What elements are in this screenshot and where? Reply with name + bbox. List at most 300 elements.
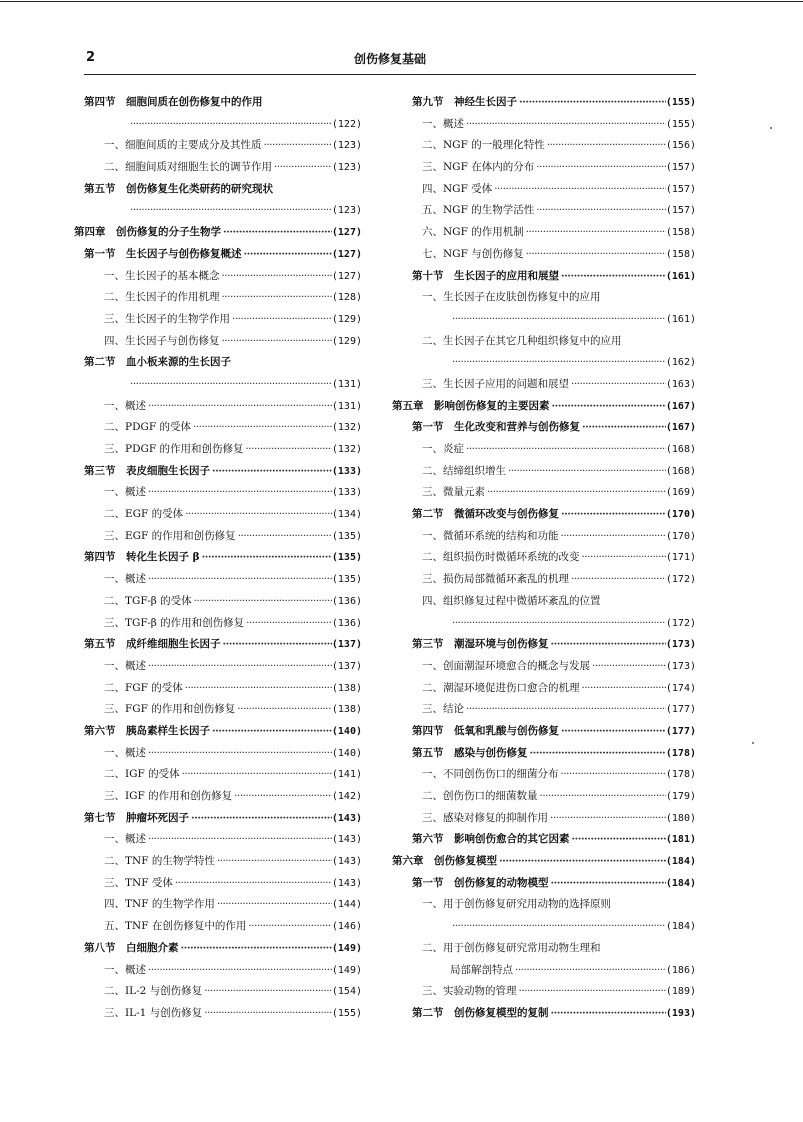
toc-entry-sub — [84, 829, 362, 851]
toc-entry-title: 二、细胞间质对细胞生长的调节作用 — [104, 161, 272, 174]
toc-entry-chapter — [74, 222, 362, 244]
toc-entry-title: 第五章 影响创伤修复的主要因素 — [392, 399, 550, 412]
toc-page-number: (169) — [665, 487, 696, 499]
toc-page-number: (170) — [665, 509, 696, 521]
toc-leader-dots — [559, 266, 666, 288]
toc-leader-dots — [244, 613, 332, 635]
toc-entry-title: 第二节 创伤修复模型的复制 — [412, 1006, 549, 1019]
toc-entry-title: 第二节 血小板来源的生长因子 — [84, 356, 231, 369]
toc-entry-title: 第一节 创伤修复的动物模型 — [412, 876, 549, 889]
toc-leader-dots — [128, 200, 332, 222]
toc-page-number: (181) — [665, 834, 696, 846]
toc-entry-title: 第一节 生化改变和营养与创伤修复 — [412, 421, 580, 434]
toc-leader-dots — [191, 417, 332, 439]
toc-entry-sub — [400, 461, 696, 483]
toc-entry-sub — [84, 916, 362, 938]
toc-leader-dots — [146, 482, 332, 504]
toc-entry-cont — [400, 309, 696, 331]
toc-leader-dots — [517, 981, 666, 1003]
toc-page-number: (136) — [331, 595, 362, 607]
toc-left-column — [74, 92, 362, 1025]
toc-leader-dots — [559, 526, 666, 548]
toc-leader-dots — [549, 1003, 666, 1025]
toc-entry-title: 一、概述 — [104, 963, 146, 976]
toc-entry-sub — [400, 135, 696, 157]
toc-entry-sub — [84, 396, 362, 418]
toc-page-number: (143) — [331, 834, 362, 846]
toc-entry-title: 一、用于创伤修复研究用动物的选择原则 — [422, 898, 611, 911]
toc-entry-sub — [84, 960, 362, 982]
toc-entry-sub — [84, 417, 362, 439]
toc-page-number: (149) — [331, 942, 362, 954]
toc-leader-dots — [189, 808, 332, 830]
toc-leader-dots — [202, 981, 332, 1003]
toc-entry-cont — [400, 352, 696, 374]
toc-entry-sub — [84, 309, 362, 331]
toc-entry-title: 三、IGF 的作用和创伤修复 — [104, 790, 233, 802]
toc-entry-title: 一、概述 — [104, 399, 146, 412]
toc-page-number: (173) — [665, 639, 696, 651]
toc-page-number: (158) — [665, 227, 696, 239]
toc-entry-title: 三、EGF 的作用和创伤修复 — [104, 529, 236, 542]
toc-page-number: (174) — [665, 682, 696, 694]
toc-leader-dots — [534, 200, 666, 222]
toc-entry-title: 三、TGF-β 的作用和创伤修复 — [104, 616, 245, 629]
toc-entry-title: 七、NGF 与创伤修复 — [422, 247, 524, 260]
toc-entry-sub — [400, 331, 696, 353]
toc-entry-sub — [84, 699, 362, 721]
toc-page-number: (133) — [331, 487, 362, 499]
toc-leader-dots — [450, 352, 666, 374]
toc-entry-chapter — [392, 396, 696, 418]
toc-entry-title: 三、感染对修复的抑制作用 — [422, 811, 548, 824]
toc-leader-dots — [580, 547, 666, 569]
page-header — [84, 50, 696, 72]
toc-entry-section — [400, 743, 696, 765]
toc-page-number: (129) — [331, 335, 362, 347]
toc-leader-dots — [569, 374, 666, 396]
toc-page-number: (179) — [665, 791, 696, 802]
toc-entry-title: 四、TNF 的生物学作用 — [104, 898, 215, 911]
toc-leader-dots — [517, 92, 666, 114]
toc-entry-sub — [84, 266, 362, 288]
toc-leader-dots — [236, 526, 332, 548]
toc-entry-sub — [84, 656, 362, 678]
toc-page-number: (143) — [331, 812, 362, 824]
toc-page-number: (137) — [331, 660, 362, 672]
toc-leader-dots — [128, 114, 332, 136]
toc-page-number: (131) — [331, 400, 362, 412]
toc-entry-section — [84, 179, 362, 201]
toc-entry-section — [400, 266, 696, 288]
toc-entry-sub — [400, 591, 696, 613]
toc-entry-title: 二、生长因子的作用机理 — [104, 291, 220, 304]
toc-leader-dots — [524, 244, 666, 266]
toc-entry-section — [400, 1003, 696, 1025]
page-top-border — [0, 1, 803, 2]
toc-entry-cont — [84, 374, 362, 396]
toc-entry-title: 三、NGF 在体内的分布 — [422, 161, 535, 174]
toc-entry-sub — [400, 699, 696, 721]
toc-right-column — [392, 92, 696, 1025]
toc-entry-sub — [400, 200, 696, 222]
toc-leader-dots — [492, 179, 666, 201]
toc-entry-title: 局部解剖特点 — [450, 963, 513, 976]
toc-entry-section — [84, 461, 362, 483]
toc-page-number: (132) — [331, 422, 362, 434]
toc-entry-sub — [400, 981, 696, 1003]
toc-leader-dots — [146, 960, 332, 982]
toc-entry-section — [84, 634, 362, 656]
toc-entry-sub — [84, 981, 362, 1003]
toc-entry-title: 二、PDGF 的受体 — [104, 421, 191, 434]
toc-entry-title: 二、IL-2 与创伤修复 — [104, 985, 203, 998]
toc-entry-title: 第十节 生长因子的应用和展望 — [412, 269, 559, 282]
toc-entry-title: 第四章 创伤修复的分子生物学 — [74, 226, 221, 239]
toc-entry-title: 一、细胞间质的主要成分及其性质 — [104, 139, 262, 152]
toc-page-number: (184) — [665, 921, 696, 933]
toc-leader-dots — [183, 678, 332, 700]
toc-entry-sub — [84, 613, 362, 635]
scan-speck — [770, 127, 772, 129]
toc-entry-sub — [84, 504, 362, 526]
toc-page-number: (133) — [331, 465, 362, 477]
toc-page-number: (140) — [331, 725, 362, 737]
toc-entry-section — [400, 417, 696, 439]
toc-entry-sub — [84, 331, 362, 353]
toc-leader-dots — [548, 808, 666, 830]
toc-entry-sub — [400, 678, 696, 700]
toc-entry-title: 第四节 低氧和乳酸与创伤修复 — [412, 724, 559, 737]
toc-leader-dots — [232, 786, 332, 808]
toc-entry-sub — [84, 678, 362, 700]
toc-leader-dots — [179, 938, 332, 960]
toc-page-number: (141) — [331, 769, 362, 781]
toc-leader-dots — [450, 309, 666, 331]
toc-entry-title: 二、EGF 的受体 — [104, 508, 184, 521]
toc-page-number: (163) — [665, 378, 696, 390]
toc-page-number: (162) — [665, 357, 696, 369]
toc-leader-dots — [192, 591, 332, 613]
toc-entry-sub — [84, 764, 362, 786]
toc-entry-title: 二、NGF 的一般理化特性 — [422, 139, 545, 152]
toc-page-number: (143) — [331, 856, 362, 868]
toc-page-number: (186) — [665, 964, 696, 976]
toc-entry-sub — [400, 786, 696, 808]
toc-leader-dots — [450, 916, 666, 938]
toc-page-number: (128) — [331, 292, 362, 304]
toc-page-number: (156) — [665, 140, 696, 152]
toc-entry-sub — [400, 244, 696, 266]
toc-entry-title: 一、不同创伤伤口的细菌分布 — [422, 768, 559, 781]
page-number: 2 — [86, 50, 96, 65]
toc-entry-sub — [400, 764, 696, 786]
toc-entry-title: 第六节 胰岛素样生长因子 — [84, 724, 210, 737]
toc-entry-cont — [84, 114, 362, 136]
toc-leader-dots — [221, 222, 332, 244]
toc-page-number: (135) — [331, 574, 362, 586]
toc-leader-dots — [464, 114, 666, 136]
toc-leader-dots — [244, 439, 332, 461]
toc-page-number: (177) — [665, 725, 696, 737]
toc-entry-sub — [84, 482, 362, 504]
toc-leader-dots — [210, 461, 332, 483]
toc-leader-dots — [146, 569, 332, 591]
toc-entry-title: 三、生长因子应用的问题和展望 — [422, 377, 569, 390]
toc-entry-section — [84, 721, 362, 743]
toc-page-number: (135) — [331, 530, 362, 542]
toc-entry-sub — [84, 439, 362, 461]
toc-page-number: (123) — [331, 162, 362, 174]
toc-entry-title: 三、PDGF 的作用和创伤修复 — [104, 443, 244, 455]
toc-leader-dots — [128, 374, 332, 396]
toc-entry-title: 三、微量元素 — [422, 486, 485, 499]
toc-entry-sub — [400, 894, 696, 916]
toc-entry-title: 第三节 潮湿环境与创伤修复 — [412, 638, 549, 651]
toc-entry-sub — [84, 894, 362, 916]
toc-entry-chapter — [392, 851, 696, 873]
toc-entry-sub — [400, 808, 696, 830]
toc-entry-sub — [400, 374, 696, 396]
toc-entry-sub — [84, 873, 362, 895]
toc-entry-sub — [400, 157, 696, 179]
toc-page-number: (161) — [665, 270, 696, 282]
toc-entry-cont — [400, 960, 696, 982]
toc-leader-dots — [580, 417, 666, 439]
toc-leader-dots — [570, 829, 666, 851]
toc-leader-dots — [183, 504, 332, 526]
toc-entry-sub — [400, 179, 696, 201]
toc-entry-section — [400, 634, 696, 656]
toc-page-number: (146) — [331, 921, 362, 933]
toc-entry-title: 第三节 表皮细胞生长因子 — [84, 464, 210, 477]
toc-page-number: (123) — [331, 205, 362, 217]
toc-entry-title: 一、概述 — [104, 486, 146, 499]
toc-entry-sub — [84, 569, 362, 591]
toc-leader-dots — [549, 634, 666, 656]
toc-leader-dots — [513, 960, 666, 982]
toc-entry-sub — [84, 157, 362, 179]
toc-entry-title: 一、微循环系统的结构和功能 — [422, 529, 559, 542]
toc-entry-title: 第四节 转化生长因子 β — [84, 551, 200, 564]
toc-entry-title: 第五节 感染与创伤修复 — [412, 746, 528, 759]
toc-leader-dots — [180, 764, 332, 786]
toc-entry-title: 二、潮湿环境促进伤口愈合的机理 — [422, 681, 580, 694]
toc-page-number: (138) — [331, 704, 362, 716]
toc-leader-dots — [242, 244, 332, 266]
toc-page-number: (134) — [331, 509, 362, 521]
toc-page-number: (177) — [665, 704, 696, 716]
toc-entry-sub — [400, 547, 696, 569]
toc-page-number: (170) — [665, 530, 696, 542]
toc-entry-title: 第四节 细胞间质在创伤修复中的作用 — [84, 96, 263, 108]
toc-entry-section — [84, 352, 362, 374]
toc-entry-sub — [400, 114, 696, 136]
toc-page-number: (129) — [331, 313, 362, 325]
toc-entry-title: 一、炎症 — [422, 443, 464, 455]
toc-entry-title: 第一节 生长因子与创伤修复概述 — [84, 247, 242, 260]
toc-leader-dots — [230, 309, 332, 331]
toc-entry-title: 二、组织损伤时微循环系统的改变 — [422, 551, 580, 564]
toc-leader-dots — [524, 222, 666, 244]
toc-entry-title: 一、概述 — [104, 573, 146, 586]
toc-entry-title: 一、生长因子的基本概念 — [104, 269, 220, 282]
toc-page-number: (189) — [665, 986, 696, 998]
toc-page-number: (167) — [665, 422, 696, 434]
toc-page-number: (154) — [331, 986, 362, 998]
toc-leader-dots — [146, 656, 332, 678]
toc-leader-dots — [215, 851, 332, 873]
toc-entry-title: 二、创伤伤口的细菌数量 — [422, 790, 538, 802]
toc-entry-title: 三、损伤局部微循环紊乱的机理 — [422, 573, 569, 586]
toc-entry-title: 第二节 微循环改变与创伤修复 — [412, 508, 559, 521]
toc-leader-dots — [146, 829, 332, 851]
toc-entry-section — [400, 873, 696, 895]
toc-leader-dots — [235, 699, 332, 721]
toc-leader-dots — [173, 873, 332, 895]
toc-page-number: (180) — [665, 812, 696, 824]
toc-entry-title: 第八节 白细胞介素 — [84, 941, 179, 954]
toc-page-number: (157) — [665, 205, 696, 217]
toc-leader-dots — [220, 287, 332, 309]
toc-entry-sub — [400, 482, 696, 504]
toc-leader-dots — [220, 331, 332, 353]
toc-page-number: (157) — [665, 183, 696, 195]
toc-page-number: (168) — [665, 444, 696, 455]
toc-entry-title: 二、IGF 的受体 — [104, 768, 180, 781]
toc-page-number: (178) — [665, 747, 696, 759]
toc-leader-dots — [534, 157, 666, 179]
toc-leader-dots — [246, 916, 332, 938]
toc-entry-title: 二、FGF 的受体 — [104, 681, 183, 694]
toc-page-number: (158) — [665, 248, 696, 260]
toc-entry-sub — [84, 1003, 362, 1025]
toc-page-number: (155) — [665, 97, 696, 108]
toc-page-number: (138) — [331, 682, 362, 694]
toc-entry-title: 一、概述 — [104, 659, 146, 672]
toc-entry-section — [400, 92, 696, 114]
toc-page-number: (122) — [331, 118, 362, 130]
toc-leader-dots — [210, 721, 332, 743]
toc-page-number: (136) — [331, 617, 362, 629]
toc-leader-dots — [559, 504, 666, 526]
toc-entry-title: 四、生长因子与创伤修复 — [104, 334, 220, 347]
toc-entry-cont — [400, 916, 696, 938]
toc-entry-title: 二、用于创伤修复研究常用动物生理和 — [422, 941, 601, 954]
toc-entry-title: 二、结缔组织增生 — [422, 464, 506, 477]
toc-entry-title: 三、结论 — [422, 703, 464, 716]
toc-entry-title: 二、生长因子在其它几种组织修复中的应用 — [422, 334, 622, 347]
toc-entry-sub — [84, 786, 362, 808]
toc-page-number: (149) — [331, 964, 362, 976]
toc-entry-title: 第七节 肿瘤坏死因子 — [84, 811, 189, 824]
toc-page-number: (168) — [665, 465, 696, 477]
toc-page-number: (178) — [665, 769, 696, 781]
toc-entry-sub — [84, 743, 362, 765]
toc-entry-title: 四、组织修复过程中微循环紊乱的位置 — [422, 594, 601, 607]
toc-leader-dots — [464, 699, 666, 721]
toc-entry-sub — [400, 439, 696, 461]
toc-entry-title: 一、创面潮湿环境愈合的概念与发展 — [422, 659, 590, 672]
toc-page-number: (137) — [331, 639, 362, 651]
toc-entry-title: 三、生长因子的生物学作用 — [104, 312, 230, 325]
toc-entry-section — [400, 721, 696, 743]
toc-leader-dots — [272, 157, 332, 179]
toc-entry-sub — [400, 656, 696, 678]
toc-leader-dots — [450, 613, 666, 635]
toc-entry-section — [400, 829, 696, 851]
toc-entry-title: 第九节 神经生长因子 — [412, 96, 517, 108]
toc-entry-title: 一、概述 — [104, 746, 146, 759]
toc-entry-title: 五、TNF 在创伤修复中的作用 — [104, 920, 247, 933]
toc-page-number: (171) — [665, 552, 696, 564]
toc-entry-title: 二、TNF 的生物学特性 — [104, 855, 215, 868]
toc-entry-section — [84, 938, 362, 960]
toc-entry-title: 三、IL-1 与创伤修复 — [104, 1006, 203, 1019]
toc-page-number: (157) — [665, 162, 696, 174]
toc-leader-dots — [545, 135, 666, 157]
toc-entry-sub — [84, 591, 362, 613]
toc-leader-dots — [215, 894, 332, 916]
toc-entry-sub — [84, 526, 362, 548]
toc-entry-section — [84, 808, 362, 830]
toc-entry-sub — [400, 526, 696, 548]
toc-leader-dots — [485, 482, 666, 504]
toc-entry-sub — [84, 851, 362, 873]
toc-leader-dots — [220, 266, 332, 288]
toc-leader-dots — [146, 743, 332, 765]
toc-leader-dots — [200, 547, 332, 569]
toc-entry-section — [84, 547, 362, 569]
toc-page-number: (161) — [665, 313, 696, 325]
toc-entry-sub — [400, 569, 696, 591]
toc-page-number: (127) — [331, 248, 362, 260]
toc-entry-title: 一、概述 — [104, 833, 146, 846]
toc-page-number: (144) — [331, 899, 362, 911]
toc-entry-title: 一、概述 — [422, 117, 464, 130]
toc-leader-dots — [221, 634, 332, 656]
toc-page-number: (123) — [331, 140, 362, 152]
toc-leader-dots — [497, 851, 666, 873]
toc-leader-dots — [580, 678, 666, 700]
toc-leader-dots — [202, 1003, 332, 1025]
toc-page-number: (193) — [665, 1007, 696, 1019]
toc-entry-title: 一、生长因子在皮肤创伤修复中的应用 — [422, 291, 601, 304]
toc-entry-title: 六、NGF 的作用机制 — [422, 226, 524, 239]
toc-page-number: (127) — [331, 227, 362, 239]
toc-leader-dots — [538, 786, 666, 808]
toc-page-number: (155) — [665, 118, 696, 130]
toc-entry-title: 第五节 成纤维细胞生长因子 — [84, 638, 221, 651]
scan-speck — [752, 742, 754, 744]
toc-leader-dots — [590, 656, 666, 678]
toc-entry-title: 三、TNF 受体 — [104, 876, 173, 889]
toc-entry-title: 二、TGF-β 的受体 — [104, 594, 192, 607]
toc-page-number: (155) — [331, 1007, 362, 1019]
header-rule — [84, 74, 696, 75]
toc-leader-dots — [549, 873, 666, 895]
toc-page-number: (172) — [665, 574, 696, 586]
toc-page-number: (131) — [331, 378, 362, 390]
toc-page-number: (142) — [331, 791, 362, 802]
toc-page-number: (172) — [665, 617, 696, 629]
toc-entry-section — [84, 92, 362, 114]
toc-entry-title: 四、NGF 受体 — [422, 182, 493, 195]
toc-page-number: (184) — [665, 856, 696, 868]
toc-page-number: (140) — [331, 747, 362, 759]
running-title: 创伤修复基础 — [353, 52, 426, 66]
toc-entry-cont — [84, 200, 362, 222]
